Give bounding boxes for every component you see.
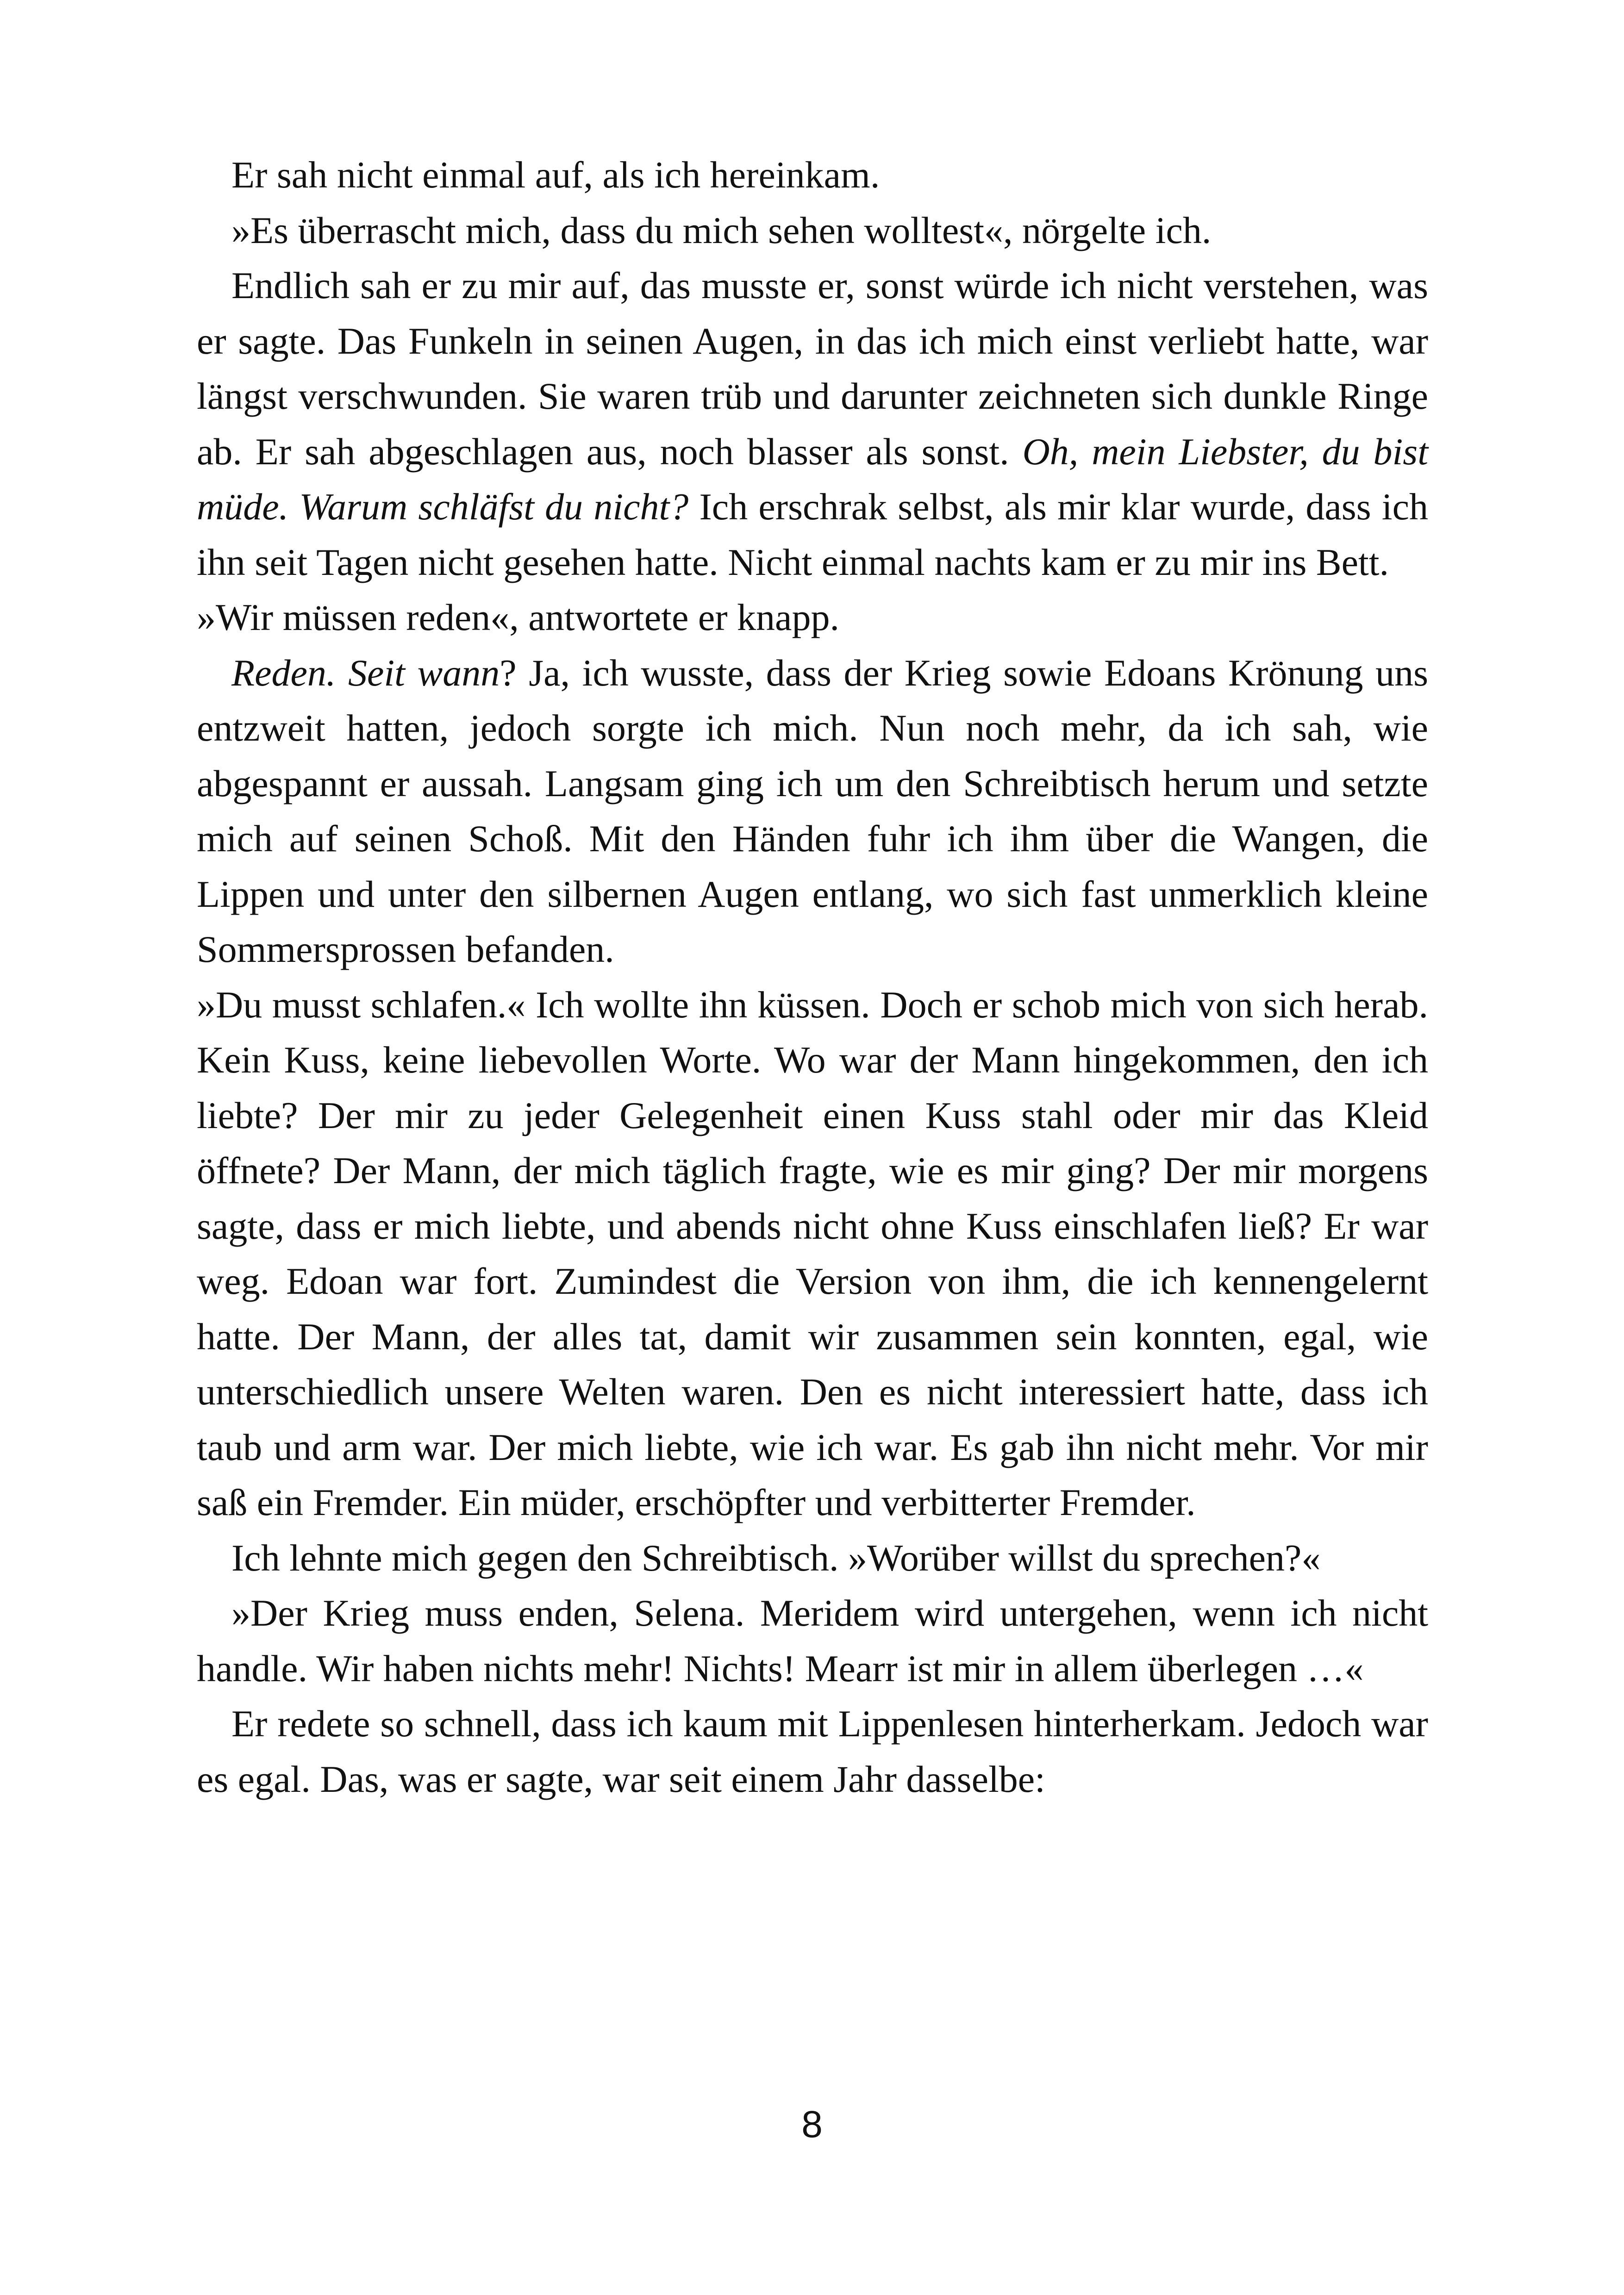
paragraph: [197, 258, 1428, 590]
text-run: »Du musst schlafen.« Ich wollte ihn küssen. Doch er schob mich von sich herab. Kein Kuss, keine liebevollen Worte. Wo war der Mann hingekommen, den ich liebte? Der mir zu jeder Gelegenheit einen Kuss stahl oder mir das Kleid öffnete? Der Mann, der mich täglich fragte, wie es mir ging? Der mir morgens sagte, dass er mich liebte, und abends nicht ohne Kuss einschlafen ließ? Er war weg. Edoan war fort. Zumindest die Version von ihm, die ich kennengelernt hatte. Der Mann, der alles tat, damit wir zusammen sein konnten, egal, wie unterschiedlich unsere Welten waren. Den es nicht interessiert hatte, dass ich taub und arm war. Der mich liebte, wie ich war. Es gab ihn nicht mehr. Vor mir saß ein Fremder. Ein müder, erschöpfter und verbitterter Fremder.: [197, 983, 1428, 1523]
text-run: »Es überrascht mich, dass du mich sehen wolltest«, nörgelte ich.: [231, 209, 1212, 251]
body-text: [197, 147, 1428, 1807]
paragraph: [197, 147, 1428, 203]
text-run: Er redete so schnell, dass ich kaum mit Lippenlesen hinterherkam. Jedoch war es egal. Das, was er sagte, war seit einem Jahr dasselbe:: [197, 1703, 1428, 1800]
text-run: Endlich sah er zu mir auf, das musste er, sonst würde ich nicht verstehen, was er sagte. Das Funkeln in seinen Augen, in das ich mich einst verliebt hatte, war längst verschwunden. Sie waren trüb und darunter zeichneten sich dunkle Ringe ab. Er sah abgeschlagen aus, noch blasser als sonst.: [197, 264, 1428, 473]
italic-text: Reden. Seit wann: [231, 651, 500, 694]
text-run: »Der Krieg muss enden, Selena. Meridem wird untergehen, wenn ich nicht handle. Wir haben nichts mehr! Nichts! Mearr ist mir in allem überlegen …«: [197, 1592, 1428, 1690]
page-number: 8: [801, 2103, 823, 2145]
paragraph: [197, 645, 1428, 977]
paragraph: [197, 1585, 1428, 1696]
text-run: »Wir müssen reden«, antwortete er knapp.: [197, 596, 839, 638]
paragraph: [197, 1530, 1428, 1586]
paragraph: [197, 590, 1428, 645]
text-run: Ich erschrak selbst, als mir klar wurde, dass ich ihn seit Tagen nicht gesehen hatte. Nicht einmal nachts kam er zu mir ins Bett.: [197, 486, 1428, 583]
text-run: ? Ja, ich wusste, dass der Krieg sowie Edoans Krönung uns entzweit hatten, jedoch sorgte ich mich. Nun noch mehr, da ich sah, wie abgespannt er aussah. Langsam ging ich um den Schreibtisch herum und setzte mich auf seinen Schoß. Mit den Händen fuhr ich ihm über die Wangen, die Lippen und unter den silbernen Augen entlang, wo sich fast unmerklich kleine Sommersprossen befanden.: [197, 651, 1428, 970]
paragraph: [197, 203, 1428, 258]
text-run: Ich lehnte mich gegen den Schreibtisch. »Worüber willst du sprechen?«: [231, 1536, 1321, 1579]
paragraph: [197, 977, 1428, 1530]
text-run: Er sah nicht einmal auf, als ich hereinkam.: [231, 154, 880, 196]
italic-text: Oh, mein Liebster, du bist müde. Warum schläfst du nicht?: [197, 430, 1428, 528]
paragraph: [197, 1696, 1428, 1807]
